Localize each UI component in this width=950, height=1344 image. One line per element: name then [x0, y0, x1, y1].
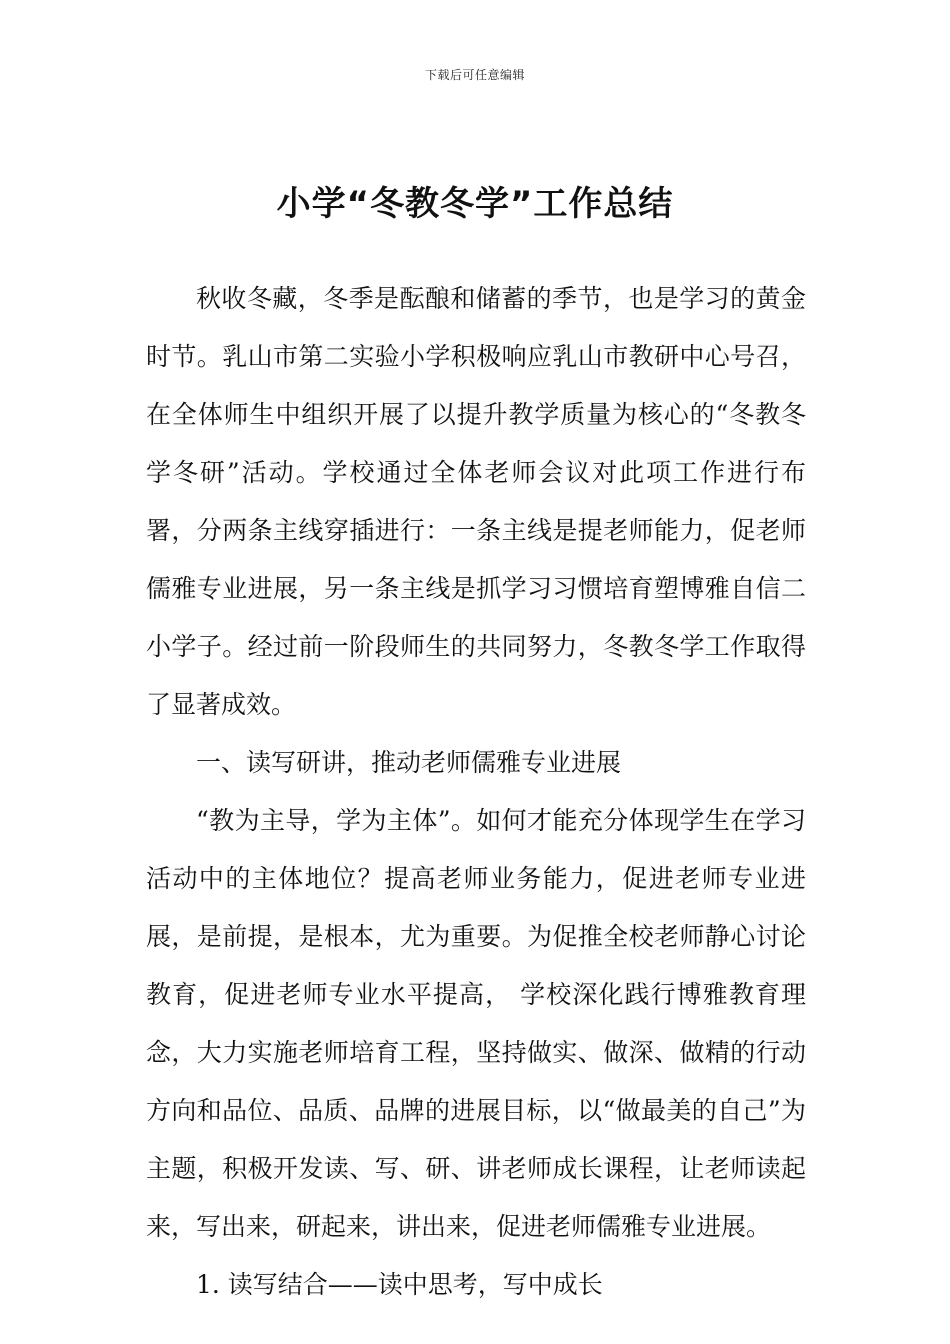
paragraph-section-1: “教为主导，学为主体”。如何才能充分体现学生在学习活动中的主体地位？提高老师业务能力，促进老师专业进展，是前提，是根本，尤为重要。为促推全校老师静心讨论教育，促进老师专业水平提高， 学校深化践行博雅教育理念，大力实施老师培育工程，坚持做实、做深、做精的行动方向和品位、品质、品牌的进展目标，以“做最美的自己”为主题，积极开发读、写、研、讲老师成长课程，让老师读起来，写出来，研起来，讲出来，促进老师儒雅专业进展。	[146, 806, 806, 1241]
document-body	[146, 270, 806, 1314]
sub-section-heading: 1. 读写结合——读中思考，写中成长	[196, 1270, 603, 1299]
header-note: 下载后可任意编辑	[424, 68, 525, 82]
paragraph-intro: 秋收冬藏，冬季是酝酿和储蓄的季节，也是学习的黄金时节。乳山市第二实验小学积极响应乳山市教研中心号召，在全体师生中组织开展了以提升教学质量为核心的“冬教冬学冬研”活动。学校通过全体老师会议对此项工作进行布署，分两条主线穿插进行：一条主线是提老师能力，促老师儒雅专业进展，另一条主线是抓学习习惯培育塑博雅自信二小学子。经过前一阶段师生的共同努力，冬教冬学工作取得了显著成效。	[146, 284, 806, 719]
section-heading: 一、读写研讲，推动老师儒雅专业进展	[196, 748, 622, 777]
document-title: 小学“冬教冬学”工作总结	[276, 184, 674, 224]
